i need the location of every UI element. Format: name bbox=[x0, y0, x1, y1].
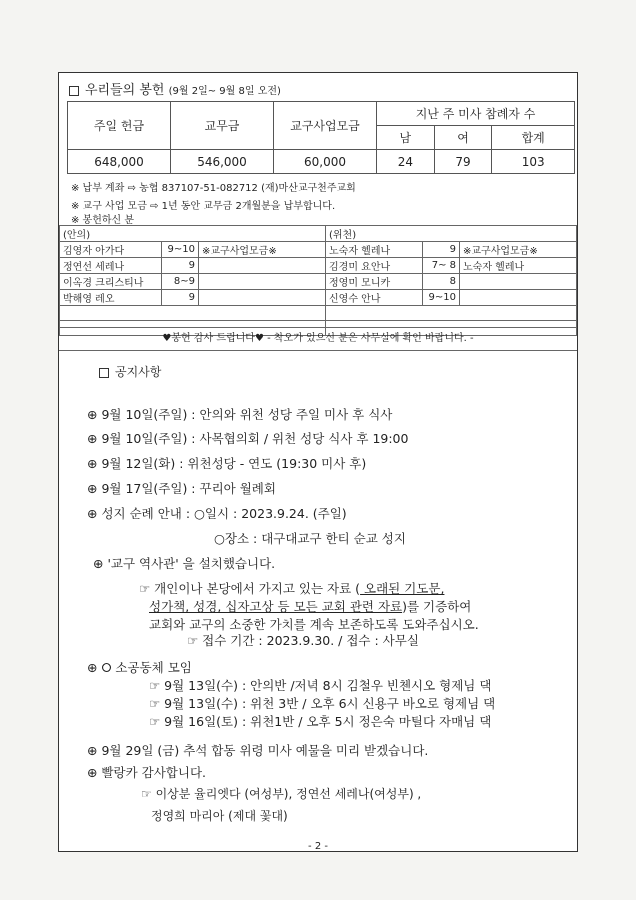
laundry-notice: ⊕ 빨랑카 감사합니다. bbox=[87, 765, 206, 780]
laundry-line-2: 정영희 마리아 (제대 꽃대) bbox=[151, 809, 288, 823]
header-diocese: 교구사업모금 bbox=[274, 102, 377, 150]
museum-notice: ⊕ '교구 역사관' 을 설치했습니다. bbox=[93, 556, 276, 571]
notice-item: ⊕ 9월 10일(주일) : 안의와 위천 성당 주일 미사 후 식사 bbox=[87, 407, 393, 422]
right-group-label: (위천) bbox=[326, 226, 577, 242]
notice-item: ⊕ 9월 17일(주일) : 꾸리아 월례회 bbox=[87, 481, 276, 496]
left-group-label: (안의) bbox=[60, 226, 326, 242]
header-total: 합계 bbox=[492, 126, 575, 150]
header-dues: 교무금 bbox=[171, 102, 274, 150]
table-row: 김영자 아가다 9~10 ※교구사업모금※ 노숙자 헬레나 9 ※교구사업모금※ bbox=[60, 242, 577, 258]
page-number: - 2 - bbox=[308, 841, 328, 852]
square-bullet-icon bbox=[69, 86, 79, 96]
value-dues: 546,000 bbox=[171, 150, 274, 174]
notice-item: ⊕ 9월 12일(화) : 위천성당 - 연도 (19:30 미사 후) bbox=[87, 456, 367, 471]
value-total: 103 bbox=[492, 150, 575, 174]
pilgrim-place: ○장소 : 대구대교구 한티 순교 성지 bbox=[214, 531, 406, 546]
header-sunday: 주일 헌금 bbox=[68, 102, 171, 150]
museum-line-2: 성가책, 성경, 십자고상 등 모든 교회 관련 자료)를 기증하여 bbox=[149, 599, 472, 614]
header-attendance: 지난 주 미사 참례자 수 bbox=[377, 102, 575, 126]
small-group-item: ☞ 9월 13일(수) : 안의반 /저녁 8시 김철우 빈첸시오 형제님 댁 bbox=[149, 678, 492, 693]
museum-line-3: 교회와 교구의 소중한 가치를 계속 보존하도록 도와주십시오. bbox=[149, 617, 479, 632]
museum-line-1: ☞ 개인이나 본당에서 가지고 있는 자료 ( 오래된 기도문, bbox=[139, 581, 445, 596]
table-row: 이옥경 크리스티나 8~9 정영미 모니카 8 bbox=[60, 274, 577, 290]
laundry-line-1: ☞ 이상분 율리엣다 (여성부), 정연선 세레나(여성부) , bbox=[141, 787, 422, 801]
header-female: 여 bbox=[434, 126, 492, 150]
value-male: 24 bbox=[377, 150, 435, 174]
header-male: 남 bbox=[377, 126, 435, 150]
diocese-note: ※ 교구 사업 모금 ⇨ 1년 동안 교무금 2개월분을 납부합니다. bbox=[71, 201, 336, 212]
notice-title: 공지사항 bbox=[99, 363, 161, 380]
donors-note: ※ 봉헌하신 분 bbox=[71, 215, 135, 226]
offering-table bbox=[67, 101, 575, 174]
square-bullet-icon bbox=[99, 368, 109, 378]
museum-line-4: ☞ 접수 기간 : 2023.9.30. / 접수 : 사무실 bbox=[187, 633, 419, 648]
bulletin-page bbox=[58, 72, 578, 852]
value-diocese: 60,000 bbox=[274, 150, 377, 174]
chuseok-notice: ⊕ 9월 29일 (금) 추석 합동 위령 미사 예물을 미리 받겠습니다. bbox=[87, 743, 429, 758]
small-group-item: ☞ 9월 13일(수) : 위천 3반 / 오후 6시 신용구 바오로 형제님 댁 bbox=[149, 696, 496, 711]
donors-table bbox=[59, 225, 577, 336]
small-group-title: ⊕ ⭘ 소공동체 모임 bbox=[87, 660, 192, 675]
value-female: 79 bbox=[434, 150, 492, 174]
offering-title: 우리들의 봉헌 (9월 2일~ 9월 8일 오전) bbox=[69, 79, 281, 98]
thanks-banner: ♥봉헌 감사 드립니다♥ - 착오가 있으신 분은 사무실에 확인 바랍니다. - bbox=[59, 327, 577, 351]
notice-item: ⊕ 9월 10일(주일) : 사목협의회 / 위천 성당 식사 후 19:00 bbox=[87, 431, 409, 446]
notice-item: ⊕ 성지 순례 안내 : ○일시 : 2023.9.24. (주일) bbox=[87, 506, 347, 521]
table-row: 박해영 레오 9 신영수 안나 9~10 bbox=[60, 290, 577, 306]
account-note: ※ 납부 계좌 ⇨ 농협 837107-51-082712 (재)마산교구천주교회 bbox=[71, 183, 356, 194]
table-row: 정연선 세레나 9 김경미 요안나 7~ 8 노숙자 헬레나 bbox=[60, 258, 577, 274]
small-group-item: ☞ 9월 16일(토) : 위천1반 / 오후 5시 정은숙 마틸다 자매님 댁 bbox=[149, 714, 492, 729]
value-sunday: 648,000 bbox=[68, 150, 171, 174]
